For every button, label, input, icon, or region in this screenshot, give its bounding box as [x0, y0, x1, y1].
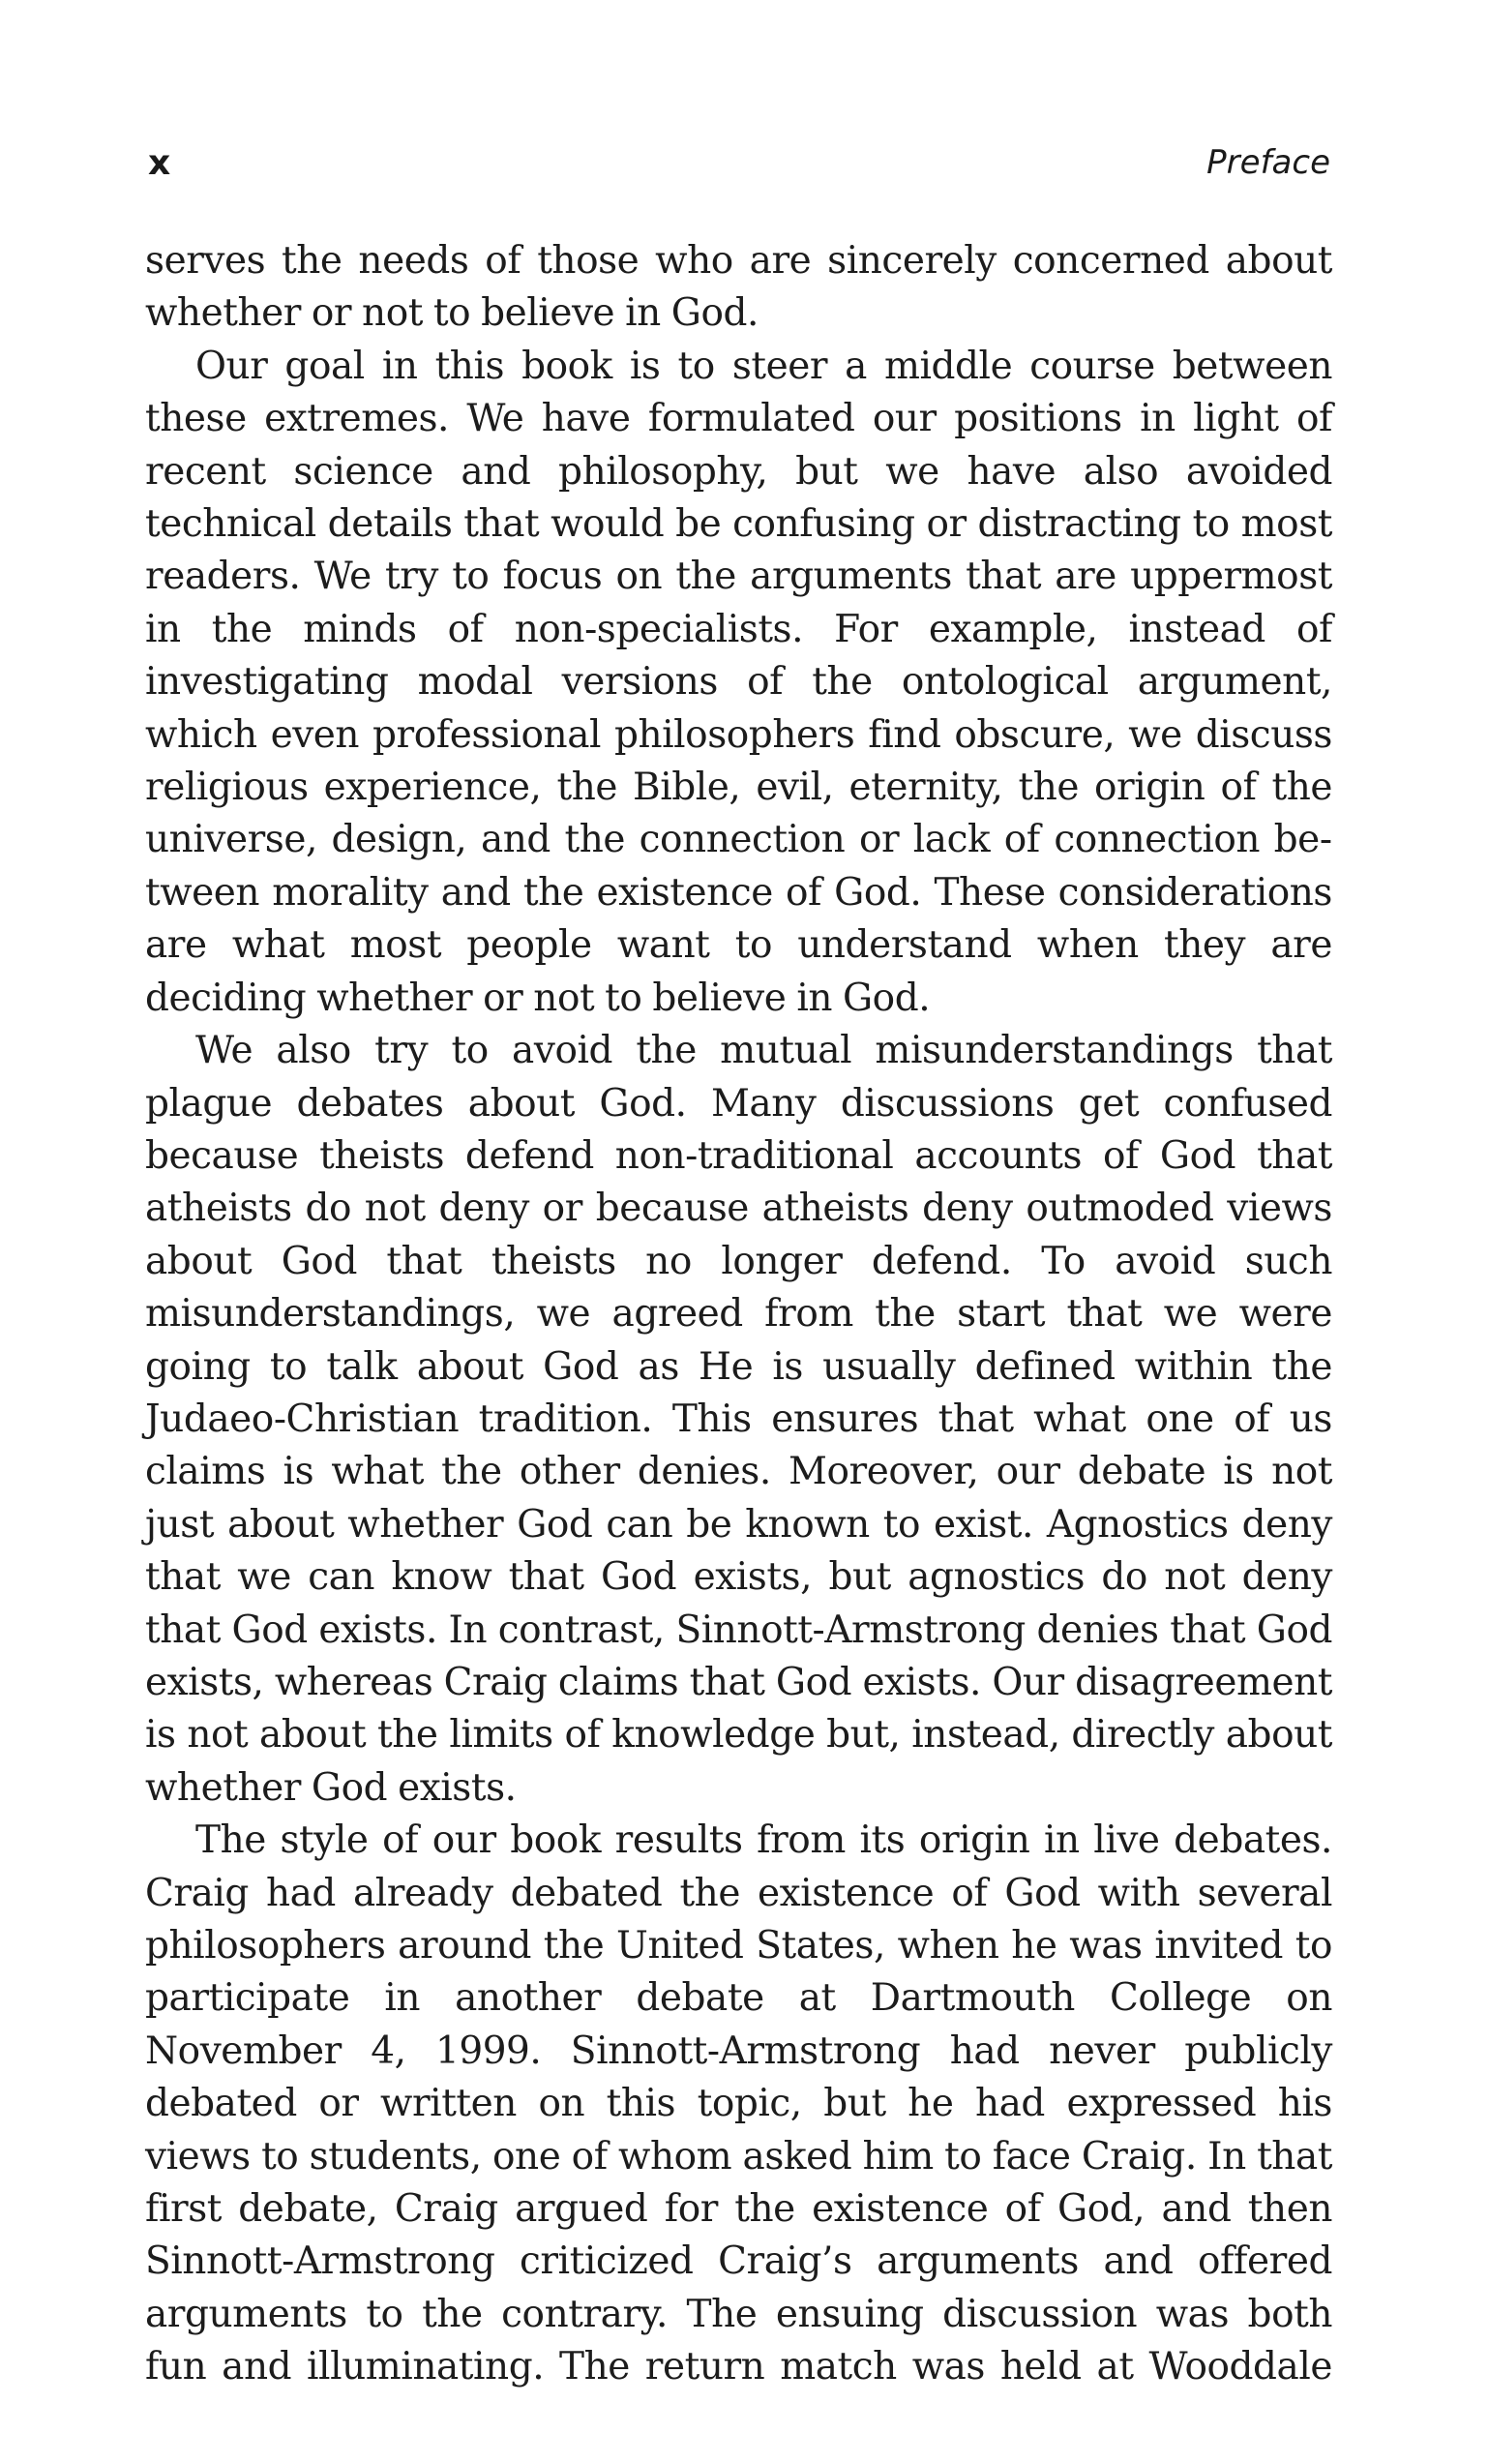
- paragraph-continued: serves the needs of those who are sincerely concerned about whether or not to believe in God.: [145, 239, 1332, 336]
- paragraph-goal: Our goal in this book is to steer a middle course between these extremes. We have formulated our positions in light of recent science and philosophy, but we have also avoided technical details that would be confusing or distracting to most readers. We try to focus on the arguments that are uppermost in the minds of non-specialists. For example, instead of investigating modal versions of the ontological argument, which even professional philosophers find obscure, we discuss religious experience, the Bible, evil, eternity, the origin of the universe, design, and the connection or lack of connection between morality and the existence of God. These considerations are what most people want to understand when they are deciding whether or not to believe in God.: [145, 344, 1332, 1020]
- page-number: x: [148, 143, 171, 183]
- paragraph-style: The style of our book results from its origin in live debates. Craig had already debated the existence of God with several philosophers around the United States, when he was invited to participate in another debate at Dartmouth College on November 4, 1999. Sinnott-Armstrong had never publicly debated or written on this topic, but he had expressed his views to students, one of whom asked him to face Craig. In that first debate, Craig argued for the existence of God, and then Sinnott-Armstrong criticized Craig’s arguments and offered arguments to the contrary. The ensuing discussion was both fun and illuminating. The return match was held at Wooddale: [145, 1818, 1332, 2389]
- paragraph-misunderstandings: We also try to avoid the mutual misunderstandings that plague debates about God. Many discussions get confused because theists defend non-traditional accounts of God that atheists do not deny or because atheists deny outmoded views about God that theists no longer defend. To avoid such misunderstandings, we agreed from the start that we were going to talk about God as He is usually defined within the Judaeo-Christian tradition. This ensures that what one of us claims is what the other denies. Moreover, our debate is not just about whether God can be known to exist. Agnostics deny that we can know that God exists, but agnostics do not deny that God exists. In contrast, Sinnott-Armstrong denies that God exists, whereas Craig claims that God exists. Our disagreement is not about the limits of knowledge but, instead, directly about whether God exists.: [145, 1029, 1332, 1810]
- running-head: [145, 138, 1330, 191]
- running-title: Preface: [1206, 143, 1330, 182]
- body-text: [145, 235, 1332, 2394]
